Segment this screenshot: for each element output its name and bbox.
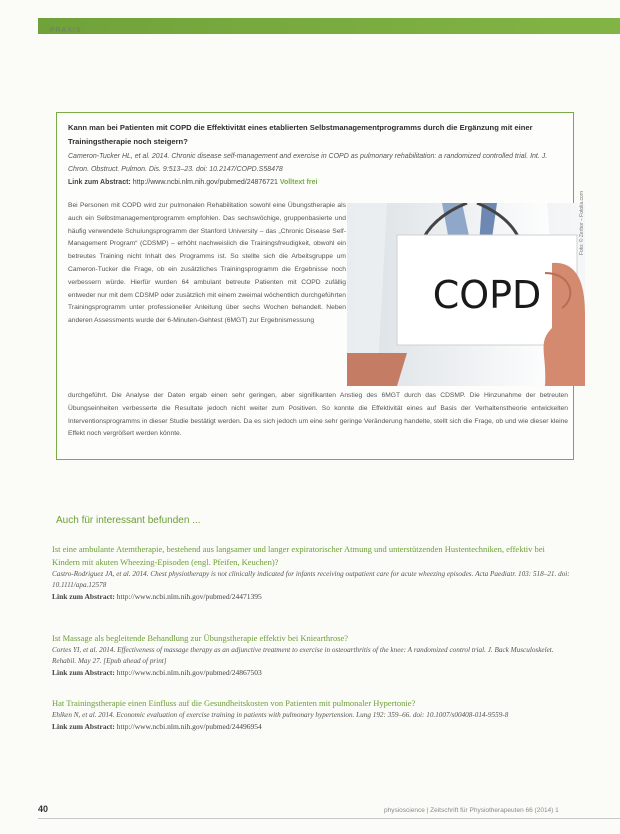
page-number: 40	[38, 804, 49, 814]
entry-citation: Cortes YI, et al. 2014. Effectiveness of massage therapy as an adjunctive treatment to exercise in osteoarthritis of the knee: A randomized control trial. J. Back Musculoskelet. Rehabil. May 27. [Epub ahead of print]	[52, 646, 554, 665]
entry-link-label: Link zum Abstract:	[52, 668, 115, 677]
entry-link-label: Link zum Abstract:	[52, 722, 115, 731]
copd-sign-text: COPD	[432, 273, 542, 317]
featured-body-full: durchgeführt. Die Analyse der Daten ergab einen sehr geringen, aber signifikanten Anstieg des 6MGT durch das CDSMP. Die Hinzunahme der betreuten Übungseinheiten verbesserte die Resultate jedoch nicht weiter zum Positiven. So konnte die Effektivität eines auf Basis der Verhaltenstheorie entwickelten Interventionsprogramms in dieser Studie bestätigt werden. Da es sich jedoch um eine sehr geringe Veränderung handelte, stellt sich die Frage, ob und wie dieser kleine Effekt noch vergrößert werden könnte.	[68, 392, 568, 438]
also-interesting-heading: Auch für interessant befunden ...	[56, 515, 201, 526]
section-label: PRAXIS	[50, 27, 82, 34]
footer-rule	[38, 818, 620, 819]
entry-citation: Ehlken N, et al. 2014. Economic evaluation of exercise training in patients with pulmonary hypertension. Lung 192: 359–66. doi: 10.1007/s00408-014-9559-8	[52, 711, 509, 719]
featured-body-left: Bei Personen mit COPD wird zur pulmonalen Rehabilitation sowohl eine Übungstherapie als auch ein Selbstmanagementprogramm empfohlen. Das sechswöchige, gruppenbasierte und häufig verwendete Schulungsprogramm der Stanford University – das „Chronic Disease Self-Management Program“ (CDSMP) – erhöht nachweislich die Trainingsfreudigkeit, obwohl ein betreutes Training nicht Inhalt des Programms ist. So stellte sich die Arbeitsgruppe um Cameron-Tucker die Frage, ob ein zusätzliches Trainingsprogramm die Ergebnisse noch verbessern würde. Hierfür wurden 64 ambulant betreute Patienten mit COPD zufällig entweder nur mit dem CDSMP oder zusätzlich mit einem zweimal wöchentlich durchgeführten Trainingsprogramm unter professioneller Anleitung über sechs Wochen behandelt. Neben anderen Assessments wurde der 6-Minuten-Gehtest (6MGT) zur Ergebnismessung	[68, 202, 346, 325]
featured-abstract-line	[68, 178, 568, 188]
entry-citation: Castro-Rodriguez JA, et al. 2014. Chest physiotherapy is not clinically indicated for infants receiving outpatient care for acute wheezing episodes. Acta Paediatr. 103: 518–21. doi: 10.1111/apa.12578	[52, 570, 570, 589]
entry-link[interactable]: http://www.ncbi.nlm.nih.gov/pubmed/24867503	[116, 668, 262, 677]
entry-title: Ist eine ambulante Atemtherapie, bestehend aus langsamer und langer expiratorischer Atmung und unterstützenden Hustentechniken, effektiv bei Kindern mit akuten Wheezing-Episoden (engl. Pfeifen, Keuchen)?	[52, 544, 545, 567]
entry-title: Hat Trainingstherapie einen Einfluss auf die Gesundheitskosten von Patienten mit pulmonaler Hypertonie?	[52, 698, 416, 708]
entry-link-line	[52, 667, 572, 679]
entry-link-line	[52, 721, 572, 733]
entry-title: Ist Massage als begleitende Behandlung zur Übungstherapie effektiv bei Kniearthrose?	[52, 633, 349, 643]
header-bar	[38, 18, 620, 34]
journal-footer: physioscience | Zeitschrift für Physiotherapeuten 66 (2014) 1	[384, 807, 559, 814]
abstract-label: Link zum Abstract:	[68, 179, 131, 186]
list-item	[52, 697, 572, 733]
entry-link[interactable]: http://www.ncbi.nlm.nih.gov/pubmed/24471395	[116, 592, 262, 601]
abstract-link[interactable]: http://www.ncbi.nlm.nih.gov/pubmed/24876721	[132, 179, 278, 186]
entry-link-line	[52, 591, 572, 603]
featured-citation: Cameron-Tucker HL, et al. 2014. Chronic disease self-management and exercise in COPD as pulmonary rehabilitation: a randomized controlled trial. Int. J. Chron. Obstruct. Pulmon. Dis. 9:513–23. doi: 10.2147/COPD.S58478	[68, 153, 548, 173]
free-fulltext-label[interactable]: Volltext frei	[279, 179, 318, 186]
copd-sign-photo	[347, 203, 585, 386]
list-item	[52, 632, 572, 679]
featured-question: Kann man bei Patienten mit COPD die Effektivität eines etablierten Selbstmanagementprogramms durch die Ergänzung mit einer Trainingstherapie noch steigern?	[68, 123, 533, 146]
list-item	[52, 543, 572, 603]
entry-link[interactable]: http://www.ncbi.nlm.nih.gov/pubmed/24496954	[116, 722, 262, 731]
entry-link-label: Link zum Abstract:	[52, 592, 115, 601]
photo-credit: Foto: © Zerbor – Fotolia.com	[579, 191, 585, 255]
